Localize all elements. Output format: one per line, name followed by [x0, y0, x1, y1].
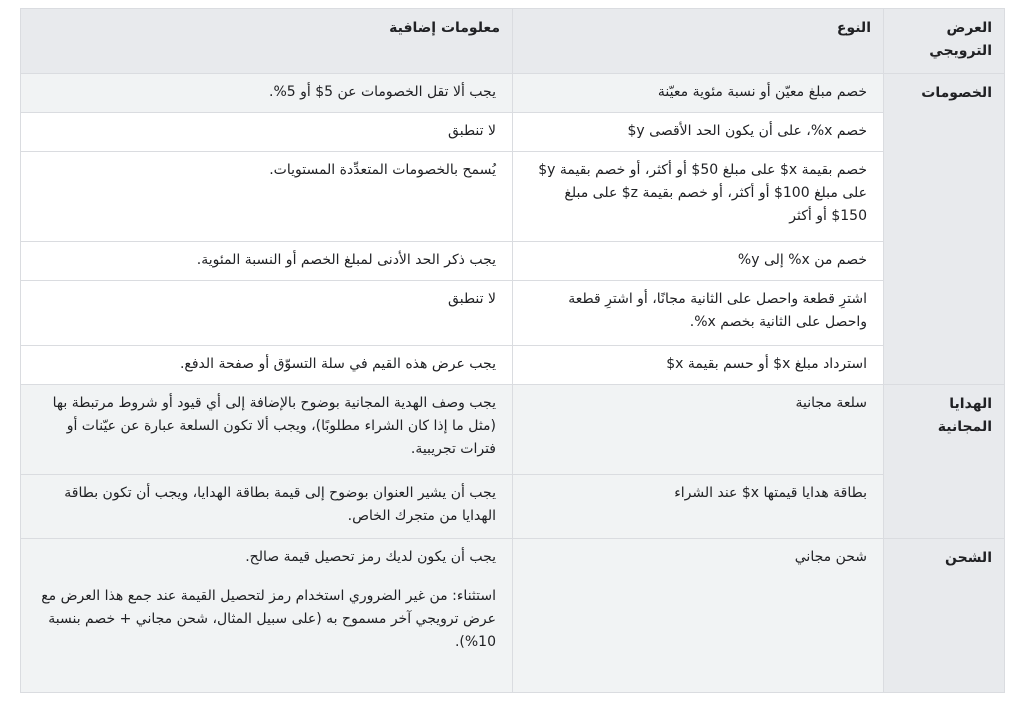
info-cell: يجب عرض هذه القيم في سلة التسوّق أو صفحة الدفع. [21, 346, 513, 385]
table-row [21, 152, 1005, 242]
type-cell: خصم بقيمة x$ على مبلغ 50$ أو أكثر، أو خصم بقيمة y$ على مبلغ 100$ أو أكثر، أو خصم بقيمة z$ على مبلغ 150$ أو أكثر [513, 152, 884, 242]
info-paragraph: يجب أن يكون لديك رمز تحصيل قيمة صالح. [245, 549, 496, 565]
table-row [21, 475, 1005, 539]
category-discounts: الخصومات [884, 74, 1005, 385]
table-row [21, 113, 1005, 152]
type-cell: خصم من x% إلى y% [513, 242, 884, 281]
table-row [21, 74, 1005, 113]
type-cell: بطاقة هدايا قيمتها x$ عند الشراء [513, 475, 884, 539]
type-cell: خصم x%، على أن يكون الحد الأقصى y$ [513, 113, 884, 152]
promotions-table-container [20, 8, 1004, 693]
info-cell: يجب ذكر الحد الأدنى لمبلغ الخصم أو النسبة المئوية. [21, 242, 513, 281]
category-free-gifts: الهدايا المجانية [884, 385, 1005, 539]
info-cell: يجب أن يشير العنوان بوضوح إلى قيمة بطاقة الهدايا، ويجب أن تكون بطاقة الهدايا من متجرك الخاص. [21, 475, 513, 539]
info-cell [21, 539, 513, 693]
info-cell: لا تنطبق [21, 113, 513, 152]
table-header-row [21, 9, 1005, 74]
info-cell: يجب ألا تقل الخصومات عن 5$ أو 5%. [21, 74, 513, 113]
info-cell: يجب وصف الهدية المجانية بوضوح بالإضافة إلى أي قيود أو شروط مرتبطة بها (مثل ما إذا كان الشراء مطلوبًا)، ويجب ألا تكون السلعة عبارة عن عيّنات أو فترات تجريبية. [21, 385, 513, 475]
info-cell: لا تنطبق [21, 281, 513, 346]
header-type: النوع [513, 9, 884, 74]
type-cell: خصم مبلغ معيّن أو نسبة مئوية معيّنة [513, 74, 884, 113]
table-row [21, 281, 1005, 346]
type-cell: سلعة مجانية [513, 385, 884, 475]
header-promotion: العرض الترويجي [884, 9, 1005, 74]
category-shipping: الشحن [884, 539, 1005, 693]
table-row [21, 385, 1005, 475]
header-additional-info: معلومات إضافية [21, 9, 513, 74]
type-cell: شحن مجاني [513, 539, 884, 693]
type-cell: اشترِ قطعة واحصل على الثانية مجانًا، أو اشترِ قطعة واحصل على الثانية بخصم x%. [513, 281, 884, 346]
table-row [21, 346, 1005, 385]
info-cell: يُسمح بالخصومات المتعدِّدة المستويات. [21, 152, 513, 242]
type-cell: استرداد مبلغ x$ أو حسم بقيمة x$ [513, 346, 884, 385]
promotions-table [20, 8, 1005, 693]
table-row [21, 539, 1005, 693]
info-exception-paragraph: استثناء: من غير الضروري استخدام رمز لتحصيل القيمة عند جمع هذا العرض مع عرض ترويجي آخر مسموح به (على سبيل المثال، شحن مجاني + خصم بنسبة 10%). [41, 588, 496, 650]
table-row [21, 242, 1005, 281]
